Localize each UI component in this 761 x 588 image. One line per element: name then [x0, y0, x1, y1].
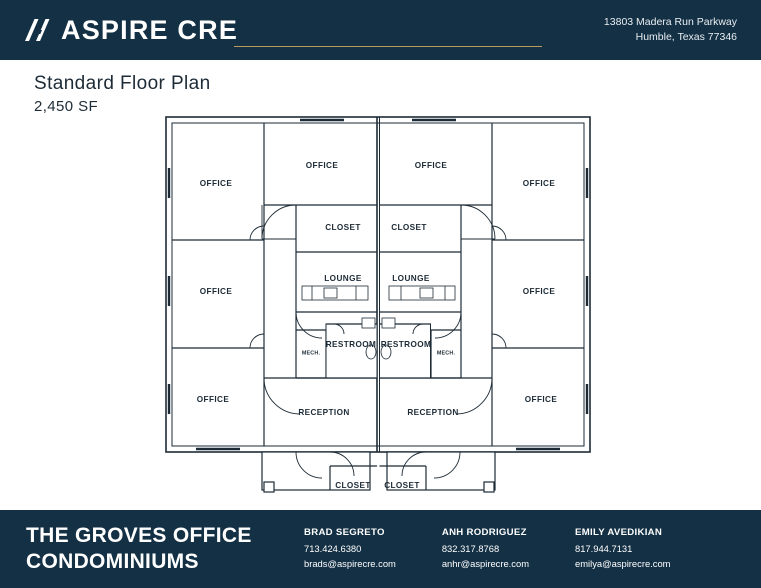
header-address — [604, 15, 737, 45]
contact-email[interactable]: anhr@aspirecre.com — [441, 557, 529, 569]
page-header — [0, 0, 761, 60]
contact-phone[interactable]: 832.317.8768 — [441, 543, 500, 555]
contact-phone[interactable]: 817.944.7131 — [575, 543, 633, 555]
room-label: CLOSET — [335, 481, 371, 491]
room-label: RECEPTION — [298, 408, 350, 418]
contact-card — [575, 526, 670, 571]
contact-name: BRAD SEGRETO — [304, 527, 385, 539]
room-label: OFFICE — [414, 161, 448, 171]
room-label: OFFICE — [522, 179, 556, 189]
contact-card — [304, 526, 396, 571]
room-label: CLOSET — [391, 223, 427, 233]
room-label: OFFICE — [199, 287, 233, 297]
title-sub: 2,450 SF — [34, 97, 99, 115]
contact-email[interactable]: emilya@aspirecre.com — [575, 557, 671, 569]
contact-phone[interactable]: 713.424.6380 — [304, 543, 362, 555]
contact-email[interactable]: brads@aspirecre.com — [304, 557, 396, 569]
room-label: CLOSET — [325, 223, 361, 233]
room-label: OFFICE — [522, 287, 556, 297]
room-label: MECH. — [436, 350, 456, 357]
room-label: RESTROOM — [325, 340, 377, 350]
page-footer — [0, 510, 761, 588]
property-name — [26, 523, 298, 574]
address-line-1: 13803 Madera Run Parkway — [603, 15, 737, 28]
brand-name: ASPIRE CRE — [61, 14, 239, 45]
address-line-2: Humble, Texas 77346 — [635, 31, 737, 43]
property-name-line-2: CONDOMINIUMS — [26, 550, 199, 573]
brand — [22, 14, 239, 45]
room-label: OFFICE — [196, 395, 230, 405]
contact-card — [442, 526, 529, 571]
title-main: Standard Floor Plan — [34, 73, 211, 94]
room-label: OFFICE — [305, 161, 339, 171]
room-label: RECEPTION — [407, 408, 459, 418]
property-name-line-1: THE GROVES OFFICE — [26, 524, 252, 548]
contact-name: ANH RODRIGUEZ — [441, 527, 527, 539]
room-label: LOUNGE — [392, 274, 430, 284]
room-label: MECH. — [301, 350, 321, 357]
room-label: CLOSET — [384, 481, 420, 491]
floor-plan — [155, 108, 610, 498]
room-label: OFFICE — [199, 179, 233, 189]
header-accent-rule — [234, 46, 542, 47]
contact-name: EMILY AVEDIKIAN — [575, 527, 663, 539]
contact-list — [304, 526, 670, 571]
aspire-logo-icon — [22, 17, 52, 43]
room-label: OFFICE — [524, 395, 558, 405]
room-label: RESTROOM — [380, 340, 432, 350]
room-label: LOUNGE — [324, 274, 362, 284]
